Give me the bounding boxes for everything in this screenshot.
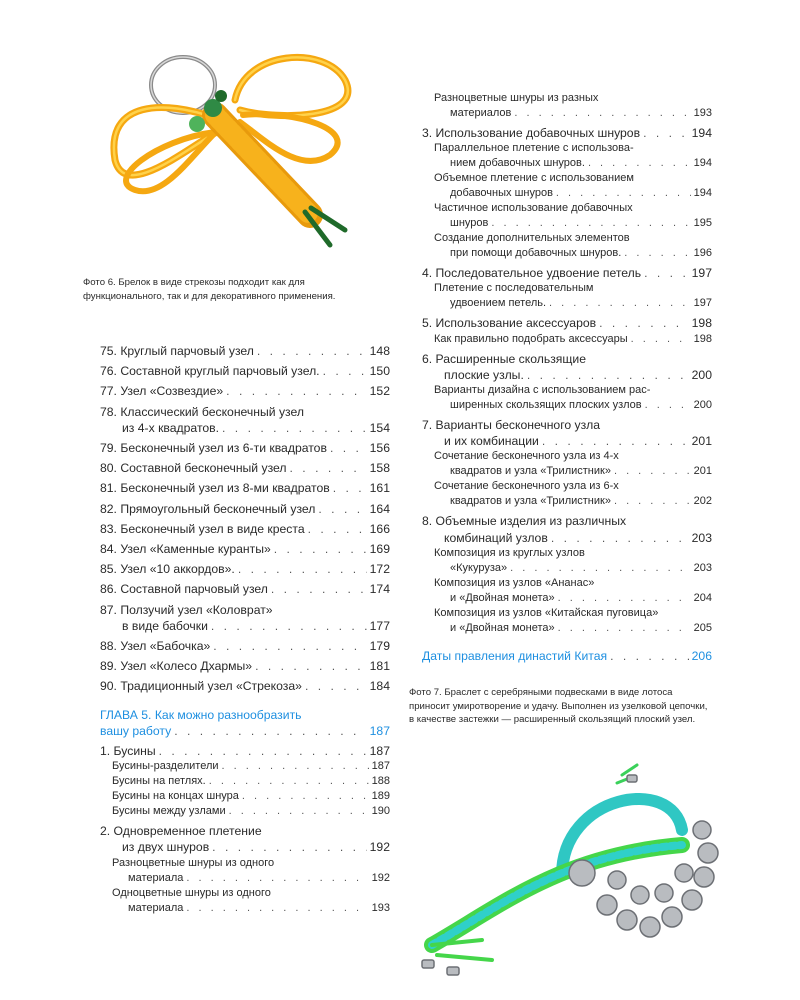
toc-entry-title: 76. Составной круглый парчовый узел. [100, 364, 320, 379]
chapter-5-list [100, 743, 390, 916]
toc-entry[interactable] [422, 449, 712, 479]
toc-entry[interactable] [422, 332, 712, 347]
toc-entry[interactable] [422, 606, 712, 636]
toc-page-number: 166 [369, 521, 390, 536]
dot-leader [255, 658, 367, 674]
toc-entry[interactable] [100, 581, 390, 597]
toc-page-number: 156 [369, 441, 390, 456]
dot-leader [643, 125, 689, 141]
toc-entry-line [100, 743, 390, 759]
toc-entry[interactable] [422, 231, 712, 261]
toc-entry-line [422, 367, 712, 383]
toc-page-number: 192 [371, 871, 390, 884]
dot-leader [551, 530, 689, 546]
dot-leader [514, 106, 690, 121]
toc-entry[interactable] [422, 315, 712, 331]
toc-entry-line [434, 106, 712, 121]
toc-entry-line [100, 383, 390, 399]
toc-entry-title: Частичное использование добавочных [434, 202, 633, 215]
toc-page-number: 188 [371, 775, 390, 788]
toc-entry[interactable] [100, 343, 390, 359]
toc-page-number: 194 [693, 187, 712, 200]
toc-entry-title: и «Двойная монета» [450, 591, 555, 604]
dot-leader [211, 618, 367, 634]
toc-entry-title: 78. Классический бесконечный узел [100, 404, 304, 419]
toc-entry-line [112, 901, 390, 916]
toc-entry-title: Бусины-разделители [112, 760, 219, 773]
dot-leader [323, 363, 367, 379]
toc-entry-title: и «Двойная монета» [450, 621, 555, 634]
toc-entry-title: 6. Расширенные скользящие [422, 351, 587, 366]
toc-entry-title: 85. Узел «10 аккордов». [100, 562, 235, 577]
toc-entry-line [434, 156, 712, 171]
toc-page-number: 193 [693, 107, 712, 119]
toc-page-number: 193 [371, 901, 390, 914]
toc-entry-title: удвоением петель. [450, 297, 547, 310]
toc-page-number: 154 [369, 420, 390, 435]
toc-entry-line [434, 281, 712, 296]
toc-entry[interactable] [100, 460, 390, 476]
toc-entry[interactable] [422, 125, 712, 141]
toc-page-number: 177 [369, 618, 390, 633]
toc-entry-line [100, 501, 390, 517]
toc-entry-title: 77. Узел «Созвездие» [100, 384, 224, 399]
toc-page-number: 148 [369, 344, 390, 358]
toc-entry[interactable] [100, 561, 390, 577]
toc-entry-title: Одноцветные шнуры из одного [112, 886, 271, 899]
dot-leader [222, 759, 369, 774]
toc-page-number: 187 [369, 723, 390, 738]
dot-leader [229, 804, 369, 819]
toc-page-number: 202 [693, 495, 712, 508]
toc-page-number: 190 [371, 805, 390, 818]
toc-page-number: 184 [369, 679, 390, 694]
toc-left-column [100, 343, 390, 916]
toc-entry-line [422, 513, 712, 529]
toc-page-number: 197 [691, 266, 712, 281]
toc-entry[interactable] [422, 91, 712, 121]
toc-entry-line [422, 530, 712, 546]
photo-6-caption: Фото 6. Брелок в виде стрекозы подходит как для функционального, так и для декоративного применения. [83, 277, 336, 302]
toc-entry-line [100, 602, 390, 618]
toc-page-number: 172 [369, 562, 390, 577]
toc-entry-line [100, 343, 390, 359]
toc-entry-title: 80. Составной бесконечный узел [100, 461, 287, 476]
toc-entry-line [100, 420, 390, 436]
toc-entry-title: квадратов и узла «Трилистник» [450, 465, 611, 478]
toc-entry-title: Сочетание бесконечного узла из 6-х [434, 480, 619, 493]
dot-leader [333, 480, 367, 496]
dot-leader [238, 561, 367, 577]
dot-leader [558, 591, 691, 606]
toc-entry-title: 82. Прямоугольный бесконечный узел [100, 501, 316, 516]
dot-leader [527, 367, 689, 383]
dot-leader [614, 464, 691, 479]
toc-entry-line [434, 546, 712, 561]
toc-page-number: 164 [369, 501, 390, 516]
toc-entry-line [422, 433, 712, 449]
toc-page-number: 195 [693, 217, 712, 230]
toc-entry-title: в виде бабочки [122, 618, 208, 633]
toc-page-number: 205 [693, 621, 712, 634]
toc-entry[interactable] [422, 141, 712, 171]
toc-entry-title: 89. Узел «Колесо Дхармы» [100, 659, 253, 674]
toc-entry-title: при помощи добавочных шнуров. [450, 247, 622, 260]
toc-entry[interactable] [100, 823, 390, 855]
dot-leader [599, 315, 689, 331]
toc-entry-line [100, 440, 390, 456]
toc-entry[interactable] [422, 417, 712, 449]
toc-page-number: 203 [693, 561, 712, 574]
toc-page-number: 169 [369, 542, 390, 557]
toc-entry-line [434, 591, 712, 606]
toc-entry[interactable] [422, 201, 712, 231]
toc-entry-title: «Кукуруза» [450, 561, 508, 574]
toc-entry-title: ГЛАВА 5. Как можно разнообразить [100, 707, 302, 722]
toc-entry-line [112, 871, 390, 886]
toc-entry-line [434, 141, 712, 156]
toc-entry-title: вашу работу [100, 723, 172, 738]
toc-entry-line [100, 638, 390, 654]
toc-entry-line [434, 494, 712, 509]
toc-entry-title: Варианты дизайна с использованием рас- [434, 384, 651, 397]
toc-entry[interactable] [100, 856, 390, 886]
toc-entry-line [434, 561, 712, 576]
toc-entry-line [100, 561, 390, 577]
toc-entry[interactable] [422, 351, 712, 383]
toc-entry-line [100, 658, 390, 674]
toc-entry-line [434, 606, 712, 621]
toc-entry[interactable] [100, 743, 390, 759]
toc-entry-line [100, 839, 390, 855]
toc-entry-line [434, 91, 712, 106]
dot-leader [290, 460, 367, 476]
toc-entry[interactable] [100, 658, 390, 674]
toc-entry-title: из двух шнуров [122, 840, 210, 855]
toc-entry-line [434, 398, 712, 413]
toc-entry-title: Параллельное плетение с использова- [434, 142, 634, 155]
toc-entry-line [434, 246, 712, 261]
toc-entry-title: Композиция из узлов «Китайская пуговица» [434, 606, 659, 619]
toc-entry-line [434, 383, 712, 398]
toc-entry-title: Бусины на петлях. [112, 775, 206, 788]
toc-entry[interactable] [100, 886, 390, 916]
dot-leader [549, 296, 691, 311]
toc-entry-title: Композиция из узлов «Ананас» [434, 576, 595, 589]
toc-entry-title: добавочных шнуров [450, 187, 553, 200]
toc-entry-title: 1. Бусины [100, 744, 156, 759]
toc-entry-title: 87. Ползучий узел «Коловрат» [100, 602, 273, 617]
toc-page-number: 192 [369, 840, 390, 855]
toc-entry[interactable] [100, 789, 390, 804]
toc-entry-title: плоские узлы. [444, 367, 524, 382]
toc-page-number: 203 [691, 530, 712, 545]
toc-entry-title: 84. Узел «Каменные куранты» [100, 542, 271, 557]
toc-entry[interactable] [100, 521, 390, 537]
toc-page-number: 189 [371, 790, 390, 803]
toc-entry-line [422, 315, 712, 331]
toc-entry-line [422, 648, 712, 664]
photo-7-caption: Фото 7. Браслет с серебряными подвесками в виде лотоса приносит умиротворение и удачу. Выполнен из узелковой цепочки, в качестве застежки — расширенный скользящий плоский узел. [409, 687, 708, 725]
toc-entry-title: Бусины на концах шнура [112, 790, 239, 803]
dot-leader [631, 332, 691, 347]
dragonfly-keychain-photo [95, 40, 370, 265]
toc-entry[interactable] [100, 383, 390, 399]
toc-entry-line [434, 464, 712, 479]
dot-leader [558, 621, 691, 636]
toc-entry-title: Плетение с последовательным [434, 282, 594, 295]
toc-entry-title: 2. Одновременное плетение [100, 824, 262, 839]
dot-leader [213, 638, 366, 654]
dot-leader [491, 216, 690, 231]
toc-entry-line [112, 759, 390, 774]
toc-entry-line [100, 363, 390, 379]
dot-leader [271, 581, 367, 597]
toc-entry[interactable] [422, 265, 712, 281]
toc-entry[interactable] [422, 171, 712, 201]
toc-entry-line [434, 332, 712, 347]
toc-entry[interactable] [100, 759, 390, 774]
toc-entry-title: Как правильно подобрать аксессуары [434, 332, 628, 345]
toc-page-number: 187 [371, 760, 390, 773]
toc-entry-line [434, 231, 712, 246]
toc-entry-line [434, 479, 712, 494]
toc-entry-line [434, 449, 712, 464]
toc-entry-title: 4. Последовательное удвоение петель [422, 266, 642, 281]
dot-leader [330, 440, 367, 456]
toc-entry-title: 88. Узел «Бабочка» [100, 639, 211, 654]
toc-page-number: 197 [693, 297, 712, 310]
toc-entry[interactable] [100, 480, 390, 496]
toc-entry-title: Создание дополнительных элементов [434, 232, 630, 245]
dot-leader [588, 156, 691, 171]
dot-leader [222, 420, 367, 436]
toc-entry[interactable] [422, 546, 712, 576]
toc-entry-line [434, 576, 712, 591]
dot-leader [645, 398, 691, 413]
toc-page-number: 200 [693, 399, 712, 412]
toc-entry-title: 81. Бесконечный узел из 8-ми квадратов [100, 481, 330, 496]
toc-entry-title: шнуров [450, 217, 489, 230]
toc-entry-title: 79. Бесконечный узел из 6-ти квадратов [100, 441, 327, 456]
toc-entry-line [422, 125, 712, 141]
toc-entry-title: 7. Варианты бесконечного узла [422, 418, 600, 433]
toc-entry-title: 90. Традиционный узел «Стрекоза» [100, 679, 302, 694]
toc-entry-title: квадратов и узла «Трилистник» [450, 495, 611, 508]
toc-page-number: 150 [369, 364, 390, 379]
toc-entry-line [100, 707, 390, 723]
toc-entry[interactable] [422, 576, 712, 606]
toc-page-number: 181 [369, 659, 390, 674]
toc-entry-line [112, 789, 390, 804]
toc-page-number: 201 [691, 434, 712, 449]
dot-leader [274, 541, 367, 557]
toc-page-number: 196 [693, 247, 712, 260]
toc-entry-title: из 4-х квадратов. [122, 420, 220, 435]
toc-entry-line [100, 618, 390, 634]
toc-entry-title: комбинаций узлов [444, 530, 548, 545]
toc-entry-title: Композиция из круглых узлов [434, 546, 585, 559]
dynasty-dates-link[interactable] [422, 648, 712, 664]
toc-entry[interactable] [422, 281, 712, 311]
dot-leader [556, 186, 691, 201]
toc-entry[interactable] [422, 479, 712, 509]
toc-page-number: 174 [369, 582, 390, 597]
dot-leader [542, 433, 689, 449]
toc-entry-title: материала [128, 871, 184, 884]
toc-entry[interactable] [422, 513, 712, 545]
toc-page-number: 201 [693, 465, 712, 478]
toc-entry-line [434, 201, 712, 216]
toc-page-number: 179 [369, 639, 390, 654]
toc-page-number: 198 [693, 332, 712, 345]
toc-entry-line [100, 823, 390, 839]
toc-entry-title: Разноцветные шнуры из разных [434, 92, 599, 104]
toc-entry-line [422, 351, 712, 367]
toc-entry-line [112, 804, 390, 819]
toc-entry-title: 3. Использование добавочных шнуров [422, 126, 641, 140]
toc-entry[interactable] [422, 383, 712, 413]
toc-entry[interactable] [100, 404, 390, 436]
toc-entry-line [434, 186, 712, 201]
toc-entry[interactable] [100, 774, 390, 789]
toc-left-list [100, 343, 390, 695]
toc-entry-line [434, 621, 712, 636]
toc-entry-line [100, 541, 390, 557]
dot-leader [159, 743, 367, 759]
toc-entry-title: материала [128, 901, 184, 914]
toc-entry-line [100, 480, 390, 496]
toc-entry-line [422, 417, 712, 433]
toc-entry-title: Даты правления династий Китая [422, 648, 608, 663]
toc-page-number: 158 [369, 461, 390, 476]
toc-entry-line [434, 171, 712, 186]
dot-leader [257, 343, 367, 359]
dot-leader [186, 871, 368, 886]
dot-leader [644, 265, 689, 281]
toc-page-number: 152 [369, 384, 390, 399]
toc-entry[interactable] [100, 638, 390, 654]
dot-leader [614, 494, 691, 509]
toc-entry[interactable] [100, 804, 390, 819]
toc-page-number: 194 [693, 157, 712, 170]
toc-entry-line [100, 581, 390, 597]
toc-entry-title: материалов [450, 107, 512, 119]
toc-entry-line [100, 460, 390, 476]
toc-entry-title: Сочетание бесконечного узла из 4-х [434, 450, 619, 463]
toc-entry-title: Объемное плетение с использованием [434, 172, 634, 185]
toc-entry-title: Разноцветные шнуры из одного [112, 856, 275, 869]
toc-page-number: 194 [691, 126, 712, 140]
toc-page-number: 187 [369, 744, 390, 759]
bracelet-photo [412, 755, 757, 985]
toc-page-number: 204 [693, 591, 712, 604]
toc-entry-title: ширенных скользящих плоских узлов [450, 399, 642, 412]
toc-entry-line [100, 521, 390, 537]
toc-entry-line [112, 774, 390, 789]
toc-entry-line [422, 265, 712, 281]
toc-entry-line [434, 216, 712, 231]
toc-entry[interactable] [100, 678, 390, 694]
toc-entry[interactable] [100, 501, 390, 517]
chapter-5-link[interactable] [100, 707, 390, 739]
toc-entry-line [100, 404, 390, 420]
toc-entry[interactable] [100, 363, 390, 379]
toc-entry[interactable] [100, 602, 390, 634]
dot-leader [624, 246, 690, 261]
dot-leader [226, 383, 366, 399]
dot-leader [209, 774, 369, 789]
toc-entry[interactable] [100, 440, 390, 456]
toc-entry-title: Бусины между узлами [112, 805, 226, 818]
toc-page-number: 198 [691, 316, 712, 331]
toc-entry-title: и их комбинации [444, 434, 539, 449]
toc-entry-line [434, 296, 712, 311]
dot-leader [510, 561, 691, 576]
toc-entry-line [112, 856, 390, 871]
dot-leader [174, 723, 366, 739]
toc-page-number: 200 [691, 367, 712, 382]
dot-leader [186, 901, 368, 916]
toc-entry-line [100, 678, 390, 694]
toc-entry-title: 75. Круглый парчовый узел [100, 344, 254, 358]
toc-entry-title: нием добавочных шнуров. [450, 157, 585, 170]
dot-leader [242, 789, 369, 804]
toc-right-column [422, 91, 712, 664]
toc-entry-line [100, 723, 390, 739]
dot-leader [305, 678, 367, 694]
toc-entry-title: 86. Составной парчовый узел [100, 582, 268, 597]
dot-leader [212, 839, 366, 855]
toc-right-list [422, 91, 712, 636]
toc-entry[interactable] [100, 541, 390, 557]
toc-page-number: 161 [369, 481, 390, 496]
toc-page-number: 206 [691, 648, 712, 663]
toc-entry-title: 83. Бесконечный узел в виде креста [100, 521, 305, 536]
dot-leader [610, 648, 689, 664]
dot-leader [308, 521, 367, 537]
toc-entry-title: 8. Объемные изделия из различных [422, 514, 627, 529]
dot-leader [318, 501, 366, 517]
toc-entry-line [112, 886, 390, 901]
toc-entry-title: 5. Использование аксессуаров [422, 316, 597, 331]
